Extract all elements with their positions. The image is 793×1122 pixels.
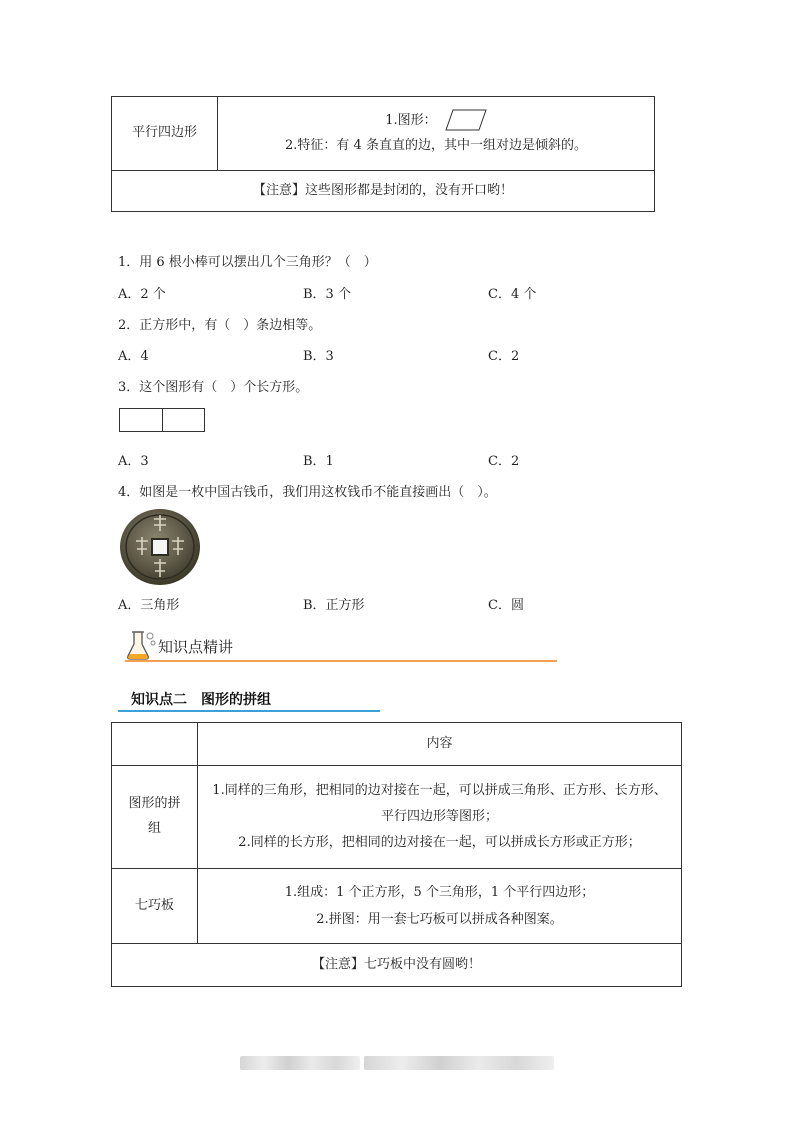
- tangram-note-cell: [112, 944, 682, 987]
- q1-option-c[interactable]: C．4 个: [488, 287, 537, 302]
- tangram-label: 七巧板: [134, 897, 174, 913]
- section-underline: [118, 710, 380, 712]
- q1-option-a[interactable]: A．2 个: [118, 287, 166, 302]
- section-title: 知识点二 图形的拼组: [131, 692, 271, 708]
- tangram-line-2: 2.拼图：用一套七巧板可以拼成各种图案。: [316, 912, 563, 927]
- q2-option-a[interactable]: A．4: [118, 349, 149, 364]
- parallelogram-label: 平行四边形: [131, 125, 197, 141]
- header-empty-cell: [112, 723, 198, 766]
- ancient-coin-image: [118, 507, 202, 587]
- assembly-line-2: 平行四边形等图形；: [380, 809, 498, 824]
- row-label-tangram: [112, 869, 198, 944]
- row-label-parallelogram: [112, 97, 218, 171]
- note-text: 【注意】这些图形都是封闭的，没有开口哟！: [252, 182, 513, 198]
- q3-option-b[interactable]: B．1: [303, 454, 334, 469]
- assembly-label-line2: 组: [147, 821, 161, 836]
- figure-line-label: 1.图形：: [385, 112, 437, 128]
- q4-option-b[interactable]: B．正方形: [303, 598, 365, 613]
- q1-option-b[interactable]: B．3 个: [303, 287, 351, 302]
- content-header: 内容: [426, 735, 453, 751]
- two-rectangles-figure: [119, 408, 205, 432]
- question-1: 1．用 6 根小棒可以摆出几个三角形？（ ）: [118, 255, 377, 270]
- blurred-footer-left: [240, 1056, 360, 1070]
- shape-assembly-table: [111, 722, 682, 987]
- assembly-line-3: 2.同样的长方形，把相同的边对接在一起，可以拼成长方形或正方形；: [238, 835, 641, 850]
- shape-features-table: [111, 96, 655, 212]
- parallelogram-icon: [445, 109, 487, 131]
- note-cell: [112, 171, 655, 212]
- assembly-label-line1: 图形的拼: [128, 796, 181, 812]
- banner-underline: [125, 660, 557, 662]
- q2-option-c[interactable]: C．2: [488, 349, 520, 364]
- question-4: 4．如图是一枚中国古钱币，我们用这枚钱币不能直接画出（ ）。: [118, 485, 497, 500]
- question-3: 3．这个图形有（ ）个长方形。: [118, 380, 309, 395]
- assembly-content: [198, 766, 682, 869]
- features-line: 2.特征：有 4 条直直的边，其中一组对边是倾斜的。: [285, 137, 587, 153]
- q3-option-c[interactable]: C．2: [488, 454, 520, 469]
- q2-option-b[interactable]: B．3: [303, 349, 334, 364]
- row-label-shape-assembly: [112, 766, 198, 869]
- flask-icon: [126, 628, 158, 662]
- parallelogram-content: [218, 97, 655, 171]
- tangram-content: [198, 869, 682, 944]
- tangram-line-1: 1.组成：1 个正方形，5 个三角形，1 个平行四边形；: [284, 884, 595, 900]
- tangram-note: 【注意】七巧板中没有圆哟！: [311, 956, 481, 972]
- header-content-cell: [198, 723, 682, 766]
- q4-option-a[interactable]: A．三角形: [118, 598, 180, 613]
- assembly-line-1: 1.同样的三角形，把相同的边对接在一起，可以拼成三角形、正方形、长方形、: [212, 783, 667, 798]
- banner-title: 知识点精讲: [158, 638, 234, 656]
- blurred-footer-right: [364, 1056, 554, 1070]
- question-2: 2．正方形中，有（ ）条边相等。: [118, 318, 322, 333]
- q3-option-a[interactable]: A．3: [118, 454, 149, 469]
- q4-option-c[interactable]: C．圆: [488, 598, 524, 613]
